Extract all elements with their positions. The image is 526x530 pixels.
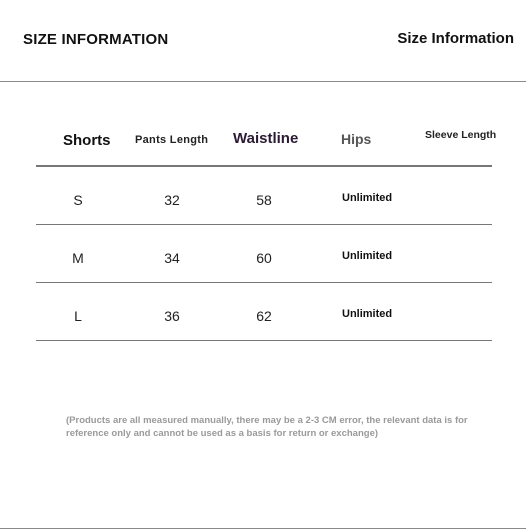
page-title: SIZE INFORMATION xyxy=(23,31,169,48)
column-header-hips: Hips xyxy=(341,131,372,147)
table-row xyxy=(36,225,492,283)
column-header-shorts: Shorts xyxy=(63,132,111,149)
column-header-sleeve-length: Sleeve Length xyxy=(425,129,497,141)
cell-waistline: 58 xyxy=(256,192,272,208)
table-row xyxy=(36,167,492,225)
cell-waistline: 62 xyxy=(256,308,272,324)
cell-hips: Unlimited xyxy=(342,192,393,204)
table-row xyxy=(36,283,492,341)
column-header-pants-length: Pants Length xyxy=(135,134,209,146)
cell-size: M xyxy=(72,250,84,266)
cell-size: L xyxy=(74,308,82,324)
cell-pants-length: 36 xyxy=(164,308,180,324)
measurement-footnote: (Products are all measured manually, there may be a 2-3 CM error, the relevant data is for reference only and cannot be used as a basis for return or exchange) xyxy=(66,415,468,439)
column-header-waistline: Waistline xyxy=(233,130,299,147)
cell-size: S xyxy=(73,192,83,208)
cell-hips: Unlimited xyxy=(342,308,393,320)
cell-pants-length: 32 xyxy=(164,192,180,208)
table-header-row xyxy=(36,120,497,167)
cell-pants-length: 34 xyxy=(164,250,180,266)
cell-waistline: 60 xyxy=(256,250,272,266)
page-subtitle: Size Information xyxy=(397,30,514,47)
size-table xyxy=(36,120,497,341)
bottom-divider xyxy=(0,528,526,529)
top-divider xyxy=(0,81,526,82)
cell-hips: Unlimited xyxy=(342,250,393,262)
